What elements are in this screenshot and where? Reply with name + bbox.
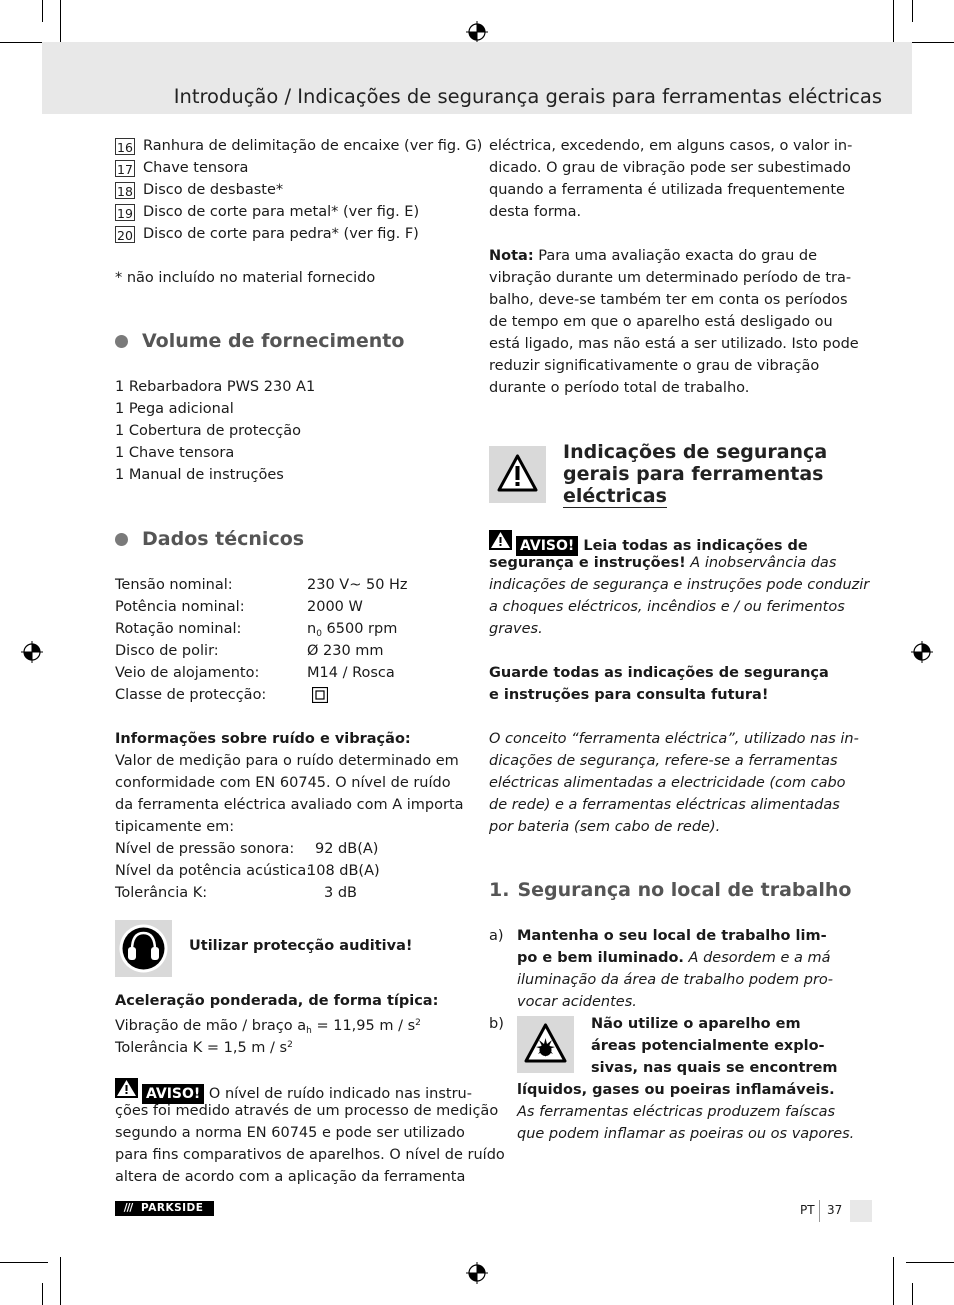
warning-left xyxy=(115,1078,505,1188)
row-value: 3 dB xyxy=(324,885,357,901)
paragraph-line: que podem inflamar as poeiras ou os vapores. xyxy=(517,1126,855,1142)
row-value: 230 V~ 50 Hz xyxy=(307,577,408,593)
row-label: Disco de polir: xyxy=(115,643,219,659)
paragraph-line: Não utilize o aparelho em xyxy=(591,1016,801,1032)
row-value: 2000 W xyxy=(307,599,363,615)
item-a: Mantenha o seu local de trabalho lim- po e bem iluminado. A desordem e a má iluminação da área de trabalho podem pro- vocar acidentes. xyxy=(517,925,833,1013)
part-label: Chave tensora xyxy=(143,160,249,176)
footer-band xyxy=(850,1200,872,1222)
paragraph-line: quando a ferramenta é utilizada frequentemente xyxy=(489,182,845,198)
warning-text: altera de acordo com a aplicação da ferramenta xyxy=(115,1169,466,1185)
ear-protection-label: Utilizar protecção auditiva! xyxy=(189,938,413,954)
row-value: 92 dB(A) xyxy=(315,841,379,857)
warning-triangle-icon xyxy=(489,530,512,550)
warning-text: ções foi medido através de um processo de medição xyxy=(115,1103,499,1119)
crop-mark xyxy=(912,1283,913,1305)
warning-text: O nível de ruído indicado nas instru- xyxy=(204,1086,472,1102)
registration-mark-icon xyxy=(466,1262,488,1284)
row-label: Tolerância K: xyxy=(115,885,208,901)
row-label: Rotação nominal: xyxy=(115,621,242,637)
warning-triangle-icon xyxy=(115,1078,138,1098)
noise-heading: Informações sobre ruído e vibração: xyxy=(115,731,411,747)
table-row xyxy=(115,860,464,882)
part-number: 18 xyxy=(115,182,135,199)
paragraph-line: desta forma. xyxy=(489,204,582,220)
parts-list xyxy=(115,135,483,289)
explosion-icon-box xyxy=(517,1016,574,1073)
part-label: Disco de corte para pedra* (ver fig. F) xyxy=(143,226,419,242)
paragraph-line: Mantenha o seu local de trabalho lim- xyxy=(517,928,827,944)
item-b-label: b) xyxy=(489,1016,504,1032)
explosion-warning-icon xyxy=(517,1016,574,1073)
language-code: PT xyxy=(800,1203,815,1217)
crop-mark xyxy=(0,1262,48,1263)
warning-icon-box xyxy=(489,446,546,503)
paragraph-line: de tempo em que o aparelho está desligado ou xyxy=(489,314,833,330)
ear-protection-icon-box xyxy=(115,920,172,977)
paragraph-line: a choques eléctricos, incêndios e / ou ferimentos xyxy=(489,599,845,615)
list-item xyxy=(115,135,483,157)
crop-mark xyxy=(60,0,61,48)
registration-mark-icon xyxy=(466,21,488,43)
row-label: Potência nominal: xyxy=(115,599,245,615)
list-item: 1 Rebarbadora PWS 230 A1 xyxy=(115,379,316,395)
row-label: Tensão nominal: xyxy=(115,577,233,593)
aviso-badge: AVISO! xyxy=(516,536,578,556)
noise-text: da ferramenta eléctrica avaliado com A importa xyxy=(115,797,464,813)
row-value: 108 dB(A) xyxy=(307,863,380,879)
part-label: Disco de corte para metal* (ver fig. E) xyxy=(143,204,420,220)
table-row xyxy=(115,838,464,860)
row-value: 6500 rpm xyxy=(321,621,398,637)
table-row xyxy=(115,596,408,618)
list-item: 1 Chave tensora xyxy=(115,445,235,461)
crop-mark xyxy=(42,1283,43,1305)
warning-text: segundo a norma EN 60745 e pode ser utilizado xyxy=(115,1125,465,1141)
workplace-heading: 1. Segurança no local de trabalho xyxy=(489,879,852,901)
table-row xyxy=(115,618,408,640)
table-row xyxy=(115,640,408,662)
paragraph-line: indicações de segurança e instruções pode conduzir xyxy=(489,577,870,593)
bullet-icon xyxy=(115,335,128,348)
noise-text: conformidade com EN 60745. O nível de ruído xyxy=(115,775,451,791)
vibration-line: Vibração de mão / braço $a_h = 11,95$ m / $s^2$ xyxy=(115,1018,421,1036)
crop-mark xyxy=(912,0,913,22)
list-item xyxy=(115,157,475,179)
noise-section xyxy=(115,728,464,904)
safety-heading: Indicações de segurança gerais para ferramentas eléctricas xyxy=(563,441,828,507)
nota-line: Nota: Para uma avaliação exacta do grau de xyxy=(489,248,818,264)
parts-note: * não incluído no material fornecido xyxy=(115,270,376,286)
paragraph-line: sivas, nas quais se encontrem xyxy=(591,1060,838,1076)
bullet-icon xyxy=(115,533,128,546)
table-row xyxy=(115,684,408,706)
row-label: Veio de alojamento: xyxy=(115,665,260,681)
part-label: Ranhura de delimitação de encaixe (ver fig. G) xyxy=(143,138,483,154)
supply-list xyxy=(115,376,315,486)
crop-mark xyxy=(906,1262,954,1263)
crop-mark xyxy=(60,1257,61,1305)
part-number: 16 xyxy=(115,138,135,155)
part-label: Disco de desbaste* xyxy=(143,182,284,198)
table-row xyxy=(115,662,408,684)
paragraph-line: dicações de segurança, refere-se a ferramentas xyxy=(489,753,838,769)
row-value: M14 / Rosca xyxy=(307,665,395,681)
footer-divider xyxy=(819,1200,820,1222)
paragraph-line: por bateria (sem cabo de rede). xyxy=(489,819,721,835)
registration-mark-icon xyxy=(21,641,43,663)
part-number: 19 xyxy=(115,204,135,221)
paragraph-line: líquidos, gases ou poeiras inflamáveis. xyxy=(517,1082,835,1098)
page-number: 37 xyxy=(827,1203,843,1217)
noise-text: tipicamente em: xyxy=(115,819,235,835)
list-item xyxy=(115,201,475,223)
paragraph-line: As ferramentas eléctricas produzem faíscas xyxy=(517,1104,836,1120)
safety-warning: AVISO! Leia todas as indicações de segurança e instruções! A inobservância das indicações de segurança e instruções pode conduzir a choques eléctricos, incêndios e / ou ferimentos graves. Guarde todas as indicações de segurança e instruções para consulta futura! O conceito “ferramenta eléctrica”, utilizado nas in- dicações de segurança, refere-se a ferramentas eléctricas alimentadas a electricidade (com cabo de rede) e a ferramentas eléctricas alimentadas por bateria (sem cabo de rede). xyxy=(489,530,869,838)
vibration-section xyxy=(115,990,438,1056)
paragraph-line: iluminação da área de trabalho podem pro- xyxy=(517,972,834,988)
supply-heading: Volume de fornecimento xyxy=(115,330,404,352)
warning-text: para fins comparativos de aparelhos. O nível de ruído xyxy=(115,1147,505,1163)
row-value-prefix: n xyxy=(307,621,317,637)
vibration-heading: Aceleração ponderada, de forma típica: xyxy=(115,993,439,1009)
tech-table xyxy=(115,574,408,706)
crop-mark xyxy=(0,42,48,43)
paragraph-line: de rede) e a ferramentas eléctricas alimentadas xyxy=(489,797,840,813)
protection-class-icon xyxy=(312,687,328,703)
paragraph-line: dicado. O grau de vibração pode ser subestimado xyxy=(489,160,851,176)
paragraph-line: Guarde todas as indicações de segurança xyxy=(489,665,829,681)
table-row xyxy=(115,882,464,904)
crop-mark xyxy=(893,1257,894,1305)
aviso-badge: AVISO! xyxy=(142,1084,204,1104)
list-item xyxy=(115,223,475,245)
part-number: 17 xyxy=(115,160,135,177)
paragraph-line: durante o período total de trabalho. xyxy=(489,380,750,396)
item-b-continued xyxy=(517,1079,854,1145)
registration-mark-icon xyxy=(911,641,933,663)
item-b xyxy=(591,1013,838,1079)
list-item: 1 Pega adicional xyxy=(115,401,234,417)
noise-text: Valor de medição para o ruído determinado em xyxy=(115,753,459,769)
ear-protection-icon xyxy=(115,920,172,977)
list-item: 1 Manual de instruções xyxy=(115,467,284,483)
item-a-label: a) xyxy=(489,928,504,944)
paragraph-line: balho, deve-se também ter em conta os períodos xyxy=(489,292,848,308)
paragraph-line: áreas potencialmente explo- xyxy=(591,1038,825,1054)
tech-heading: Dados técnicos xyxy=(115,528,304,550)
paragraph-line: eléctrica, excedendo, em alguns casos, o valor in- xyxy=(489,138,853,154)
crop-mark xyxy=(42,0,43,22)
paragraph-line: vocar acidentes. xyxy=(517,994,637,1010)
paragraph-line: vibração durante um determinado período de tra- xyxy=(489,270,852,286)
paragraph-line: eléctricas alimentadas a electricidade (com cabo xyxy=(489,775,846,791)
row-label: Classe de protecção: xyxy=(115,687,267,703)
row-label: Nível de pressão sonora: xyxy=(115,841,295,857)
brand-logo: /// PARKSIDE xyxy=(115,1201,214,1216)
row-value-sub: 0 xyxy=(316,629,322,639)
nota-label: Nota: xyxy=(489,248,534,264)
paragraph-line: graves. xyxy=(489,621,543,637)
page-title: Introdução / Indicações de segurança gerais para ferramentas eléctricas xyxy=(173,85,882,108)
paragraph-line: está ligado, mas não está a ser utilizado. Isto pode xyxy=(489,336,859,352)
paragraph-line: reduzir significativamente o grau de vibração xyxy=(489,358,820,374)
crop-mark xyxy=(906,42,954,43)
list-item: 1 Cobertura de protecção xyxy=(115,423,302,439)
paragraph-line: O conceito “ferramenta eléctrica”, utilizado nas in- xyxy=(489,731,859,747)
crop-mark xyxy=(893,0,894,48)
vibration-line: Tolerância K = 1,5 m / $s^2$ xyxy=(115,1040,293,1056)
paragraph-line: e instruções para consulta futura! xyxy=(489,687,769,703)
right-top-text xyxy=(489,135,859,399)
part-number: 20 xyxy=(115,226,135,243)
warning-triangle-icon xyxy=(489,446,546,503)
row-value: Ø 230 mm xyxy=(307,643,384,659)
row-label: Nível da potência acústica: xyxy=(115,863,312,879)
list-item xyxy=(115,179,475,201)
table-row xyxy=(115,574,408,596)
